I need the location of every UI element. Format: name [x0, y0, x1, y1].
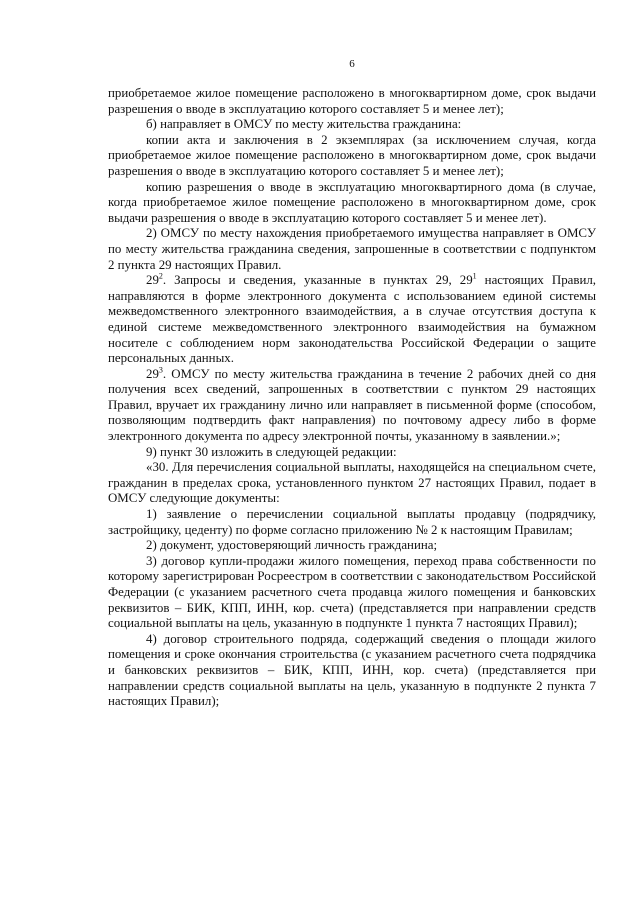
clause-number: 29 — [146, 366, 159, 381]
clause-text: настоящих Правил, направляются в форме электронного документа с использованием единой системы межведомственного электронного взаимодействия, а в случае отсутствия доступа к единой системе межведомственного электронного взаимодействия на бумажном носителе с соблюдением норм законодательства Российской Федерации о защите персональных данных. — [108, 273, 596, 366]
clause-number: 29 — [146, 273, 159, 288]
paragraph-continuation: приобретаемое жилое помещение расположено в многоквартирном доме, срок выдачи разрешения о вводе в эксплуатацию которого составляет 5 и менее лет); — [108, 86, 596, 116]
document-page — [108, 58, 596, 710]
paragraph-doc-4: 4) договор строительного подряда, содержащий сведения о площади жилого помещения и сроке окончания строительства (с указанием расчетного счета подрядчика и банковских реквизитов – БИК, КПП, ИНН, кор. счета) (представляется при направлении средств социальной выплаты на цель, указанную в подпункте 2 пункта 7 настоящих Правил); — [108, 631, 596, 709]
clause-superscript: 1 — [472, 271, 477, 281]
clause-superscript: 3 — [158, 365, 163, 375]
clause-text: . ОМСУ по месту жительства гражданина в течение 2 рабочих дней со дня получения всех сведений, запрошенных в соответствии с пунктом 29 настоящих Правил, вручает их гражданину лично или направляет в письменной форме (способом, позволяющим подтвердить факт направления) по почтовому адресу либо в форме электронного документа по адресу электронной почты, указанному в заявлении.»; — [108, 366, 596, 444]
clause-text: . Запросы и сведения, указанные в пунктах 29, 29 — [162, 273, 473, 288]
paragraph-clause-29-3 — [108, 367, 596, 445]
paragraph-clause-29-2 — [108, 273, 596, 367]
paragraph-doc-3: 3) договор купли-продажи жилого помещения, переход права собственности по которому зарегистрирован Росреестром в соответствии с законодательством Российской Федерации (с указанием расчетного счета продавца жилого помещения и банковских реквизитов – БИК, КПП, ИНН, кор. счета) (представляется при направлении средств социальной выплаты на цель, указанную в подпункте 1 пункта 7 настоящих Правил); — [108, 553, 596, 631]
paragraph-subitem-b: б) направляет в ОМСУ по месту жительства гражданина: — [146, 117, 462, 132]
clause-superscript: 2 — [158, 271, 163, 281]
paragraph-copy-permit: копию разрешения о вводе в эксплуатацию многоквартирного дома (в случае, когда приобретаемое жилое помещение расположено в многоквартирном доме, срок выдачи разрешения о вводе в эксплуатацию которого составляет 5 и менее лет). — [108, 179, 596, 225]
paragraph-doc-2: 2) документ, удостоверяющий личность гражданина; — [146, 538, 438, 553]
paragraph-item-9: 9) пункт 30 изложить в следующей редакции: — [146, 444, 397, 459]
paragraph-item-2: 2) ОМСУ по месту нахождения приобретаемого имущества направляет в ОМСУ по месту жительства гражданина сведения, запрошенные в соответствии с подпунктом 2 пункта 29 настоящих Правил. — [108, 226, 596, 272]
paragraph-doc-1: 1) заявление о перечислении социальной выплаты продавцу (подрядчику, застройщику, цеденту) по форме согласно приложению № 2 к настоящим Правилам; — [108, 507, 596, 537]
page-number: 6 — [349, 58, 355, 70]
paragraph-clause-30: «30. Для перечисления социальной выплаты, находящейся на специальном счете, гражданин в пределах срока, установленного пунктом 27 настоящих Правил, подает в ОМСУ следующие документы: — [108, 460, 596, 506]
paragraph-copies-act: копии акта и заключения в 2 экземплярах (за исключением случая, когда приобретаемое жилое помещение расположено в многоквартирном доме, срок выдачи разрешения о вводе в эксплуатацию которого составляет 5 и менее лет); — [108, 132, 596, 178]
